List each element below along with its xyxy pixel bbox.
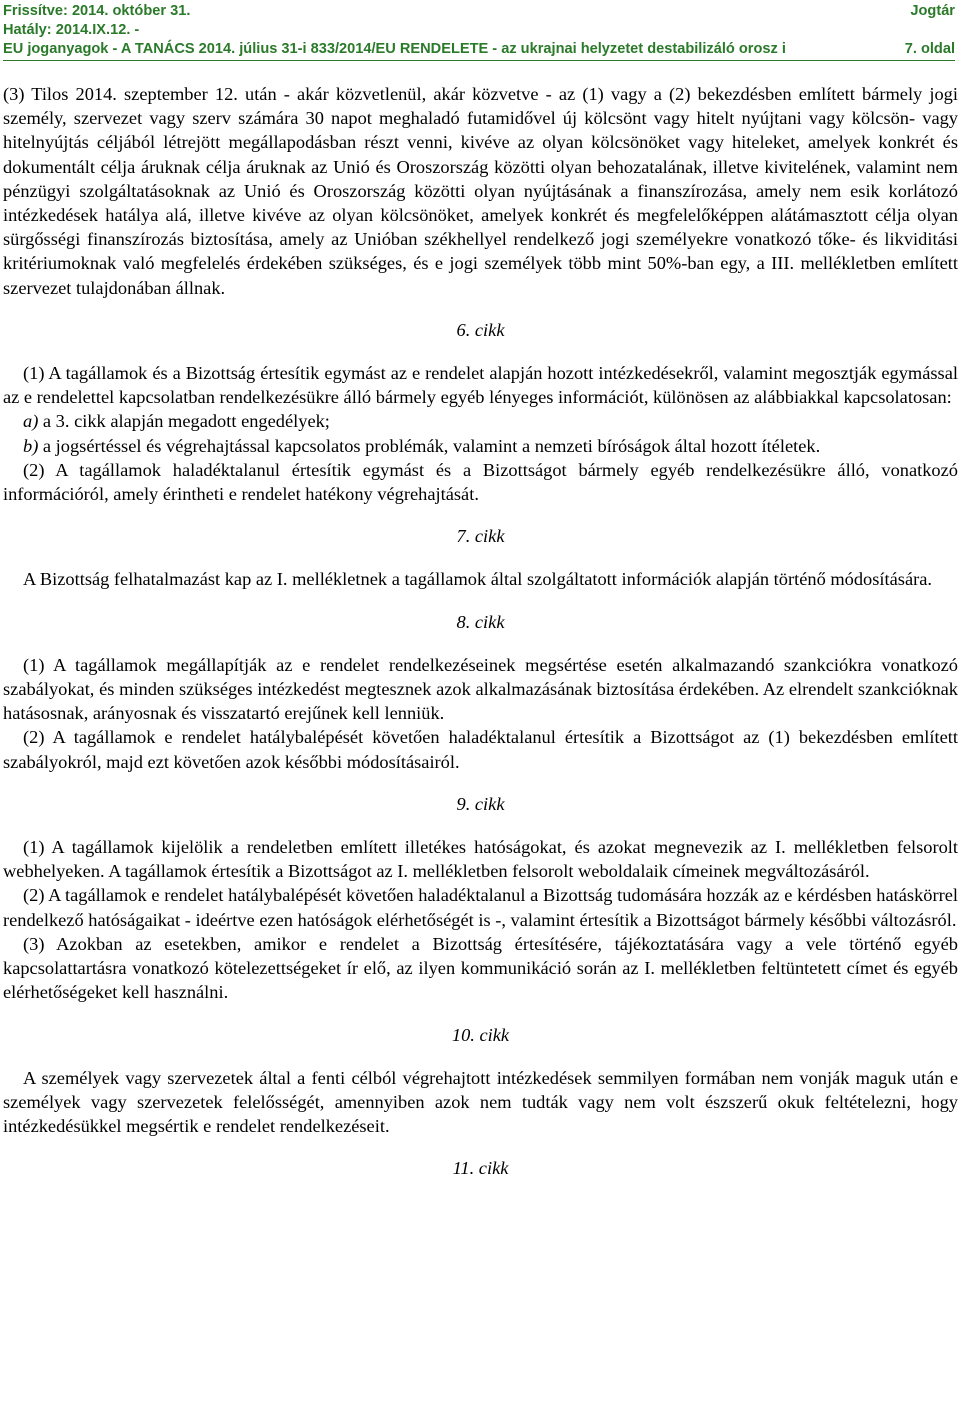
article-9-paragraph-2: (2) A tagállamok e rendelet hatálybalépését követően haladéktalanul a Bizottság tudomására hozzák az e kérdésben hatáskörrel rendelkező hatóságaikat - ideértve ezen hatóságok elérhetőségét is -, valamint értesítik a Bizottságot bármely későbbi változásról. [3,885,958,930]
article-7-title: 7. cikk [456,526,505,547]
page-number: 7. oldal [904,41,955,57]
brand-name: Jogtár [910,3,955,19]
header-divider [3,60,955,61]
header-row-2 [3,21,955,40]
page-header [3,2,955,59]
article-9-title: 9. cikk [456,793,505,814]
article-8-paragraph-2: (2) A tagállamok e rendelet hatálybalépését követően haladéktalanul értesítik a Bizottságot az (1) bekezdésben említett szabályokról, majd ezt követően azok későbbi módosításairól. [3,727,958,772]
header-row-3 [3,40,955,59]
paragraph-5-3: (3) Tilos 2014. szeptember 12. után - akár közvetlenül, akár közvetve - az (1) vagy a (2) bekezdésben említett bármely jogi személy, szervezet vagy szerv számára 30 napot meghaladó futamidővel új kölcsönt vagy hitelt nyújtani vagy kölcsön- vagy hitelnyújtás céljából létrejött megállapodásban részt venni, kivéve az olyan kölcsönöket vagy hiteleket, amelyek konkrét és dokumentált célja áruknak célja áruknak az Unió és Oroszország közötti olyan behozatalának, illetve kivitelének, valamint nem pénzügyi szolgáltatásoknak az Unió és Oroszország közötti olyan nyújtásának a finanszírozása, amely nem esik korlátozó intézkedések hatálya alá, illetve kivéve az olyan kölcsönöket, amelyek konkrét és megfelelőképpen alátámasztott célja olyan sürgősségi finanszírozás biztosítása, amely az Unióban székhellyel rendelkező jogi személyekre vonatkozó tőke- és likviditási kritériumoknak való megfelelés érdekében szükséges, és e jogi személyek több mint 50%-ban egy, a III. mellékletben említett szervezet tulajdonában állnak. [3,84,958,298]
article-6-title: 6. cikk [456,319,505,340]
article-10-paragraph: A személyek vagy szervezetek által a fenti célból végrehajtott intézkedések semmilyen formában nem vonják maguk után e személyek vagy szervezetek felelősségét, amennyiben azok nem tudták vagy nem volt észszerű okuk feltételezni, hogy intézkedésükkel megsértik e rendelet rendelkezéseit. [3,1067,958,1137]
validity-range: Hatály: 2014.IX.12. - [3,22,140,38]
point-a-label: a) [23,411,39,432]
header-row-1 [3,2,955,21]
document-body [3,82,958,1181]
article-6-point-a [3,409,958,433]
article-9-paragraph-1: (1) A tagállamok kijelölik a rendeletben említett illetékes hatóságokat, és azokat megnevezik az I. mellékletben felsorolt webhelyeken. A tagállamok értesítik a Bizottságot az I. mellékletben felsorolt weboldalaik címeinek megváltozásáról. [3,837,958,882]
article-6-point-b [3,434,958,458]
article-9-paragraph-3: (3) Azokban az esetekben, amikor e rendelet a Bizottság értesítésére, tájékoztatására vagy a vele történő egyéb kapcsolattartásra vonatkozó kötelezettségeket ír elő, az ilyen kommunikáció során az I. mellékletben feltüntetett címet és egyéb elérhetőségeket kell használni. [3,933,958,1003]
updated-date: Frissítve: 2014. október 31. [3,3,191,19]
article-8-paragraph-1: (1) A tagállamok megállapítják az e rendelet rendelkezéseinek megsértése esetén alkalmazandó szankciókra vonatkozó szabályokat, és minden szükséges intézkedést megtesznek azok alkalmazásának biztosítása érdekében. Az elrendelt szankcióknak hatásosnak, arányosnak és visszatartó erejűnek kell lenniük. [3,654,958,724]
point-a-text: a 3. cikk alapján megadott engedélyek; [38,411,330,432]
article-8-title: 8. cikk [456,611,505,632]
point-b-text: a jogsértéssel és végrehajtással kapcsolatos problémák, valamint a nemzeti bíróságok által hozott ítéletek. [38,435,821,456]
document-title: EU joganyagok - A TANÁCS 2014. július 31-i 833/2014/EU RENDELETE - az ukrajnai helyzetet destabilizáló orosz i [3,41,786,57]
point-b-label: b) [23,435,39,456]
article-7-paragraph: A Bizottság felhatalmazást kap az I. mellékletnek a tagállamok által szolgáltatott információk alapján történő módosítására. [23,569,932,590]
article-6-paragraph-1: (1) A tagállamok és a Bizottság értesítik egymást az e rendelet alapján hozott intézkedésekről, valamint megosztják egymással az e rendelettel kapcsolatban rendelkezésükre álló bármely egyéb lényeges információt, különösen az alábbiakkal kapcsolatosan: [3,363,958,408]
article-11-title: 11. cikk [452,1158,509,1179]
article-6-paragraph-2: (2) A tagállamok haladéktalanul értesítik egymást és a Bizottságot bármely egyéb rendelkezésükre álló, vonatkozó információról, amely érintheti e rendelet hatékony végrehajtását. [3,459,958,505]
article-10-title: 10. cikk [451,1024,510,1045]
